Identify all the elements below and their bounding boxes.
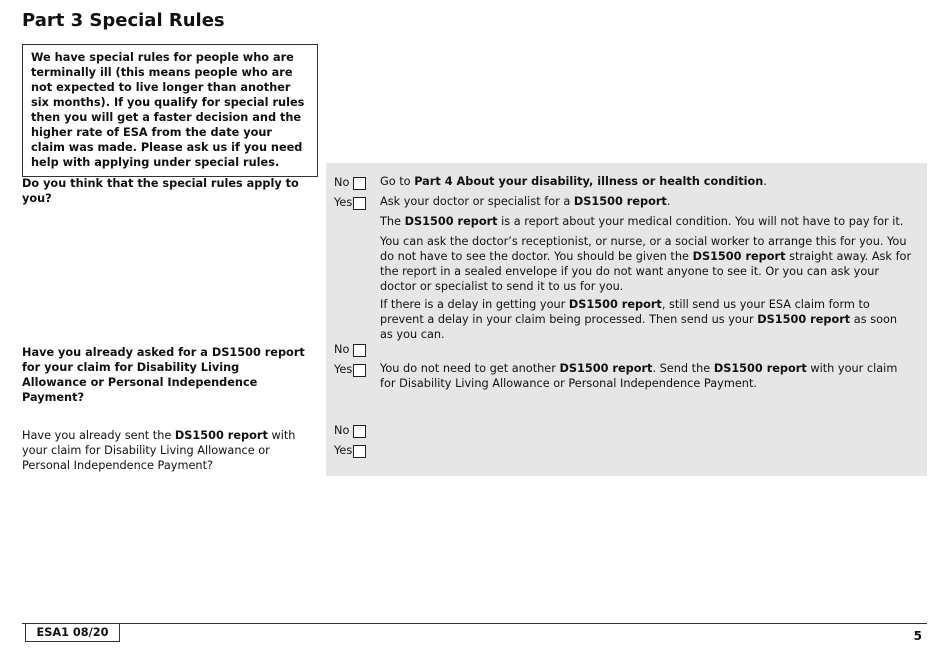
q1-no-option xyxy=(334,176,366,190)
footer-divider xyxy=(22,623,927,624)
special-rules-info-box: We have special rules for people who are terminally ill (this means people who are not expected to live longer than another six months). If you qualify for special rules then you will get a faster decision and the higher rate of ESA from the date your claim was made. Please ask us if you need help with applying under special rules. xyxy=(22,44,318,177)
q2-yes-label: Yes xyxy=(334,363,353,376)
q2-yes-instruction: You do not need to get another DS1500 report. Send the DS1500 report with your claim for Disability Living Allowance or Personal Independence Payment. xyxy=(380,362,898,390)
q2-no-label: No xyxy=(334,343,350,356)
q3-no-label: No xyxy=(334,424,350,437)
form-code: ESA1 08/20 xyxy=(25,624,120,642)
q3-no-option xyxy=(334,424,366,438)
question-ds1500-sent: Have you already sent the DS1500 report with your claim for Disability Living Allowance or Personal Independence Payment? xyxy=(22,429,296,472)
q3-yes-option xyxy=(334,444,366,458)
page-number: 5 xyxy=(913,629,922,643)
q3-yes-label: Yes xyxy=(334,444,353,457)
question-ds1500-asked: Have you already asked for a DS1500 report for your claim for Disability Living Allowance or Personal Independence Payment? xyxy=(22,346,305,404)
q1-yes-label: Yes xyxy=(334,196,353,209)
q1-yes-instruction: Ask your doctor or specialist for a DS1500 report. xyxy=(380,195,671,208)
question-special-rules: Do you think that the special rules apply to you? xyxy=(22,177,299,205)
q2-yes-option xyxy=(334,363,366,377)
ds1500-delay-paragraph: If there is a delay in getting your DS1500 report, still send us your ESA claim form to prevent a delay in your claim being processed. Then send us your DS1500 report as soon as you can. xyxy=(380,298,898,341)
ds1500-info-paragraph: The DS1500 report is a report about your medical condition. You will not have to pay for it. xyxy=(380,215,904,228)
q3-no-checkbox[interactable] xyxy=(353,425,366,438)
q1-no-instruction: Go to Part 4 About your disability, illness or health condition. xyxy=(380,175,767,188)
page-title: Part 3 Special Rules xyxy=(22,10,225,31)
ds1500-arrange-paragraph: You can ask the doctor’s receptionist, or nurse, or a social worker to arrange this for you. You do not have to see the doctor. You should be given the DS1500 report straight away. Ask for the report in a sealed envelope if you do not want anyone to see it. Or you can ask your doctor or specialist to send it to us for you. xyxy=(380,235,912,293)
q1-no-checkbox[interactable] xyxy=(353,177,366,190)
q1-no-label: No xyxy=(334,176,350,189)
q3-yes-checkbox[interactable] xyxy=(353,445,366,458)
q1-yes-checkbox[interactable] xyxy=(353,197,366,210)
q2-no-option xyxy=(334,343,366,357)
q2-no-checkbox[interactable] xyxy=(353,344,366,357)
q1-yes-option xyxy=(334,196,366,210)
q2-yes-checkbox[interactable] xyxy=(353,364,366,377)
